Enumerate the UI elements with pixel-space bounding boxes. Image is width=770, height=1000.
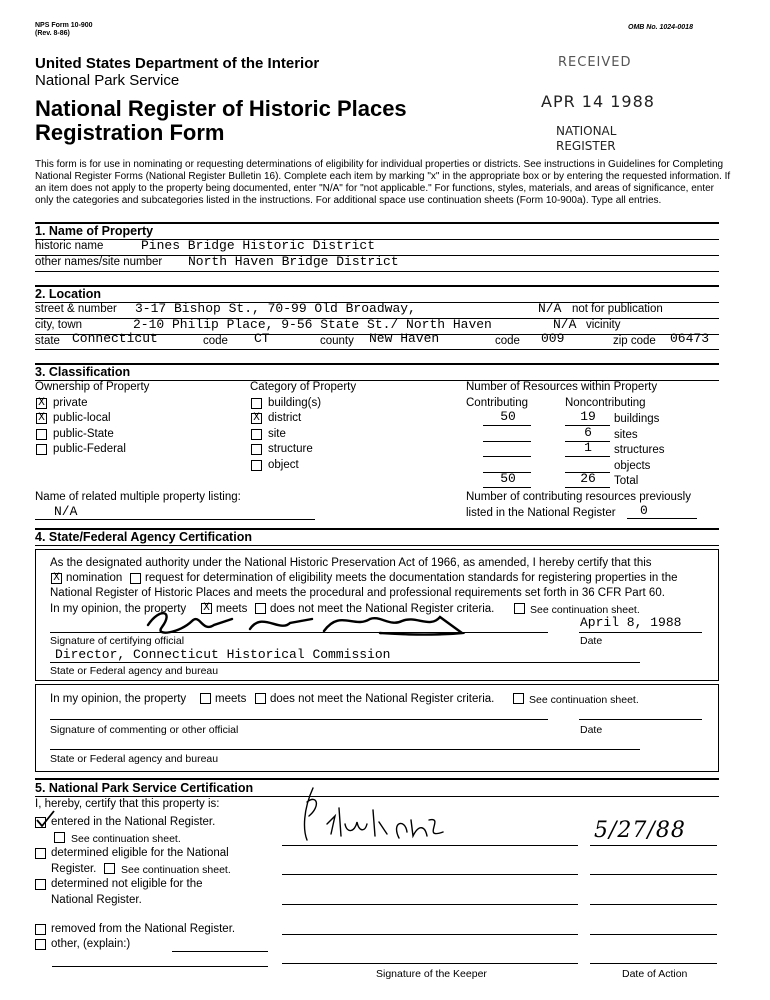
- total-label: Total: [614, 475, 639, 487]
- state-code-field[interactable]: CT: [254, 331, 270, 346]
- section-5-heading: 5. National Park Service Certification: [35, 781, 254, 795]
- continuation-checkbox[interactable]: [514, 603, 525, 614]
- noncontributing-sites[interactable]: 6: [584, 425, 592, 440]
- does-not-meet2-checkbox[interactable]: [255, 693, 266, 704]
- county-code-label: code: [495, 335, 520, 347]
- signature-commenting-label: Signature of commenting or other official: [50, 724, 239, 736]
- rule: [579, 632, 702, 633]
- building-checkbox[interactable]: [251, 398, 262, 409]
- rule: [172, 951, 268, 952]
- category-heading: Category of Property: [250, 381, 357, 393]
- agency-bureau-label: State or Federal agency and bureau: [50, 665, 219, 677]
- rule: [35, 239, 719, 240]
- rule: [35, 545, 719, 546]
- not-eligible-checkbox[interactable]: [35, 879, 46, 890]
- certify-statement: I, hereby, certify that this property is:: [35, 798, 220, 810]
- city-field[interactable]: 2-10 Philip Place, 9-56 State St./ North Haven: [133, 317, 492, 332]
- historic-name-label: historic name: [35, 240, 104, 252]
- not-eligible-label-2: National Register.: [51, 894, 142, 906]
- public-state-label: public-State: [53, 428, 114, 440]
- code-label: code: [203, 335, 228, 347]
- rule: [565, 487, 610, 488]
- street-field[interactable]: 3-17 Bishop St., 70-99 Old Broadway,: [135, 301, 416, 316]
- date-label: Date: [580, 635, 603, 647]
- rule: [50, 749, 640, 750]
- buildings-label: buildings: [614, 413, 660, 425]
- county-label: county: [320, 335, 354, 347]
- private-checkbox[interactable]: X: [36, 398, 47, 409]
- city-label: city, town: [35, 319, 83, 331]
- rule: [565, 456, 610, 457]
- public-local-label: public-local: [53, 412, 111, 424]
- rule: [35, 271, 719, 272]
- contributing-total[interactable]: 50: [500, 471, 516, 486]
- state-field[interactable]: Connecticut: [72, 331, 158, 346]
- agency-bureau-field[interactable]: Director, Connecticut Historical Commission: [55, 647, 391, 662]
- signature-certifying-label: Signature of certifying official: [50, 635, 185, 647]
- eligible-checkbox[interactable]: [35, 848, 46, 859]
- rule: [483, 441, 531, 442]
- vicinity-checkbox[interactable]: N/A: [553, 317, 577, 332]
- form-title: National Register of Historic Places: [35, 96, 407, 121]
- section-1-heading: 1. Name of Property: [35, 224, 154, 238]
- rule: [35, 349, 719, 350]
- structure-label: structure: [268, 443, 313, 455]
- historic-name-field[interactable]: Pines Bridge Historic District: [141, 238, 376, 253]
- other-checkbox[interactable]: [35, 939, 46, 950]
- object-label: object: [268, 459, 299, 471]
- meets-label: meets: [216, 603, 248, 615]
- rule: [282, 845, 578, 846]
- eligible-label-1: determined eligible for the National: [51, 847, 229, 859]
- does-not-meet-label: does not meet the National Register criteria.: [270, 603, 495, 615]
- removed-label: removed from the National Register.: [51, 923, 236, 935]
- rule: [282, 874, 578, 875]
- instructions-paragraph: This form is for use in nominating or requesting determinations of eligibility for individual properties or districts. See instructions in Guidelines for Completing National Register Forms (National Register Bulletin 16). Complete each item by marking "x" in the appropriate box or by entering the requested information. If an item does not apply to the property being documented, enter "N/A" for "not applicable." For functions, styles, materials, and areas of significance, enter only the categories and subcategories listed in the instructions. For additional space use continuation sheets (Form 10-900a). Type all entries.: [35, 159, 731, 206]
- request-checkbox[interactable]: [130, 573, 141, 584]
- date-of-action-value[interactable]: 5/27/88: [594, 818, 686, 843]
- nomination-checkbox[interactable]: X: [51, 573, 62, 584]
- rule: [50, 662, 640, 663]
- nomination-label: nomination: [66, 572, 123, 584]
- eligible-label-2: Register.: [51, 863, 97, 875]
- meets2-checkbox[interactable]: [200, 693, 211, 704]
- ownership-heading: Ownership of Property: [35, 381, 150, 393]
- certifying-official-signature: [140, 603, 470, 641]
- opinion2-label: In my opinion, the property: [50, 693, 187, 705]
- site-label: site: [268, 428, 286, 440]
- object-checkbox[interactable]: [251, 460, 262, 471]
- previously-listed-label-1: Number of contributing resources previously: [466, 491, 691, 503]
- certification-text-line3: National Register of Historic Places and meets the procedural and professional requirements set forth in 36 CFR Part 60.: [50, 587, 665, 599]
- entered-label: entered in the National Register.: [51, 816, 216, 828]
- zip-label: zip code: [613, 335, 656, 347]
- section-2-heading: 2. Location: [35, 287, 101, 301]
- other-names-label: other names/site number: [35, 256, 163, 268]
- noncontributing-buildings[interactable]: 19: [580, 409, 596, 424]
- section-divider: [35, 363, 719, 365]
- meets-checkbox[interactable]: X: [201, 603, 212, 614]
- stamp-national: NATIONAL: [556, 124, 617, 138]
- rule: [590, 904, 717, 905]
- rule: [282, 904, 578, 905]
- zip-field[interactable]: 06473: [670, 331, 710, 346]
- section-4-heading: 4. State/Federal Agency Certification: [35, 530, 252, 544]
- sites-label: sites: [614, 429, 638, 441]
- entered-continuation-label: See continuation sheet.: [71, 833, 181, 845]
- structure-checkbox[interactable]: [251, 444, 262, 455]
- district-label: district: [268, 412, 302, 424]
- public-federal-checkbox[interactable]: [36, 444, 47, 455]
- continuation-label: See continuation sheet.: [530, 604, 640, 616]
- related-listing-label: Name of related multiple property listing:: [35, 491, 241, 503]
- service-name: National Park Service: [35, 72, 180, 89]
- rule: [483, 456, 531, 457]
- continuation2-checkbox[interactable]: [513, 693, 524, 704]
- form-revision: (Rev. 8-86): [35, 30, 70, 37]
- rule: [579, 719, 702, 720]
- form-number: NPS Form 10-900: [35, 22, 93, 29]
- vicinity-label: vicinity: [586, 319, 621, 331]
- street-label: street & number: [35, 303, 117, 315]
- agency-bureau2-label: State or Federal agency and bureau: [50, 753, 219, 765]
- does-not-meet2-label: does not meet the National Register criteria.: [270, 693, 495, 705]
- building-label: building(s): [268, 397, 322, 409]
- omb-number: OMB No. 1024-0018: [628, 24, 693, 31]
- county-field[interactable]: New Haven: [369, 331, 440, 346]
- not-for-publication-label: not for publication: [572, 303, 663, 315]
- rule: [590, 874, 717, 875]
- department-name: United States Department of the Interior: [35, 55, 320, 72]
- noncontributing-total[interactable]: 26: [580, 471, 596, 486]
- noncontributing-structures[interactable]: 1: [584, 440, 592, 455]
- public-state-checkbox[interactable]: [36, 429, 47, 440]
- resources-heading: Number of Resources within Property: [466, 381, 658, 393]
- certification-date[interactable]: April 8, 1988: [580, 615, 682, 630]
- site-checkbox[interactable]: [251, 429, 262, 440]
- not-eligible-label-1: determined not eligible for the: [51, 878, 203, 890]
- objects-label: objects: [614, 460, 651, 472]
- rule: [50, 719, 548, 720]
- other-names-field[interactable]: North Haven Bridge District: [188, 254, 399, 269]
- county-code-field[interactable]: 009: [541, 331, 565, 346]
- section-divider: [35, 285, 719, 287]
- rule: [52, 966, 268, 967]
- previously-listed-field[interactable]: 0: [640, 503, 648, 518]
- keeper-signature-label: Signature of the Keeper: [376, 968, 487, 980]
- private-label: private: [53, 397, 88, 409]
- contributing-buildings[interactable]: 50: [500, 409, 516, 424]
- entered-continuation-checkbox[interactable]: [54, 832, 65, 843]
- keeper-signature: [295, 780, 455, 846]
- state-label: state: [35, 335, 60, 347]
- not-for-publication-checkbox[interactable]: N/A: [538, 301, 562, 316]
- stamp-date: APR 14 1988: [541, 92, 655, 111]
- rule: [590, 845, 717, 846]
- rule: [590, 963, 717, 964]
- rule: [282, 934, 578, 935]
- rule: [590, 934, 717, 935]
- rule: [483, 425, 531, 426]
- form-subtitle: Registration Form: [35, 120, 225, 145]
- opinion-label: In my opinion, the property: [50, 603, 187, 615]
- received-stamp: RECEIVED: [558, 55, 632, 70]
- district-checkbox[interactable]: X: [251, 413, 262, 424]
- continuation2-label: See continuation sheet.: [529, 694, 639, 706]
- other-label: other, (explain:): [51, 938, 131, 950]
- previously-listed-label-2: listed in the National Register: [466, 507, 616, 519]
- rule: [627, 518, 697, 519]
- eligible-continuation-checkbox[interactable]: [104, 863, 115, 874]
- rule: [483, 487, 531, 488]
- eligible-continuation-label: See continuation sheet.: [121, 864, 231, 876]
- date-of-action-label: Date of Action: [622, 968, 688, 980]
- public-local-checkbox[interactable]: X: [36, 413, 47, 424]
- section-3-heading: 3. Classification: [35, 365, 131, 379]
- certification-text-line1: As the designated authority under the National Historic Preservation Act of 1966, as amended, I hereby certify that this: [50, 557, 652, 569]
- rule: [282, 963, 578, 964]
- meets2-label: meets: [215, 693, 247, 705]
- stamp-register: REGISTER: [556, 139, 616, 153]
- noncontributing-label: Noncontributing: [565, 397, 646, 409]
- structures-label: structures: [614, 444, 665, 456]
- rule: [50, 632, 548, 633]
- related-listing-field[interactable]: N/A: [54, 504, 78, 519]
- contributing-label: Contributing: [466, 397, 529, 409]
- rule: [35, 519, 315, 520]
- request-label: request for determination of eligibility meets the documentation standards for registering properties in the: [145, 572, 678, 584]
- date2-label: Date: [580, 724, 603, 736]
- public-federal-label: public-Federal: [53, 443, 126, 455]
- removed-checkbox[interactable]: [35, 924, 46, 935]
